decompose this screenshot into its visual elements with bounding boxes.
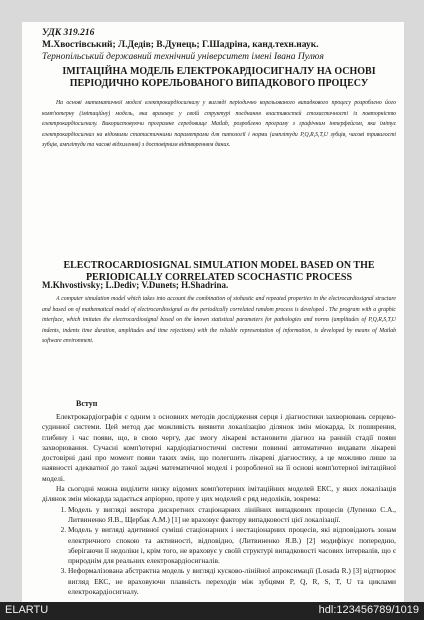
intro-heading: Вступ xyxy=(76,399,98,408)
repository-name: ELARTU xyxy=(5,604,49,616)
shortcomings-list xyxy=(42,505,396,598)
list-item: 1. Модель у вигляді вектора дискретних стаціонарних лінійних випадкових процесів (Лупенко С.А., Литвиненко Я.В., Щербак А.М.) [1] не враховує фактору випадковості цієї локалізації. xyxy=(68,505,396,526)
intro-paragraph-1: Електрокардіографія є одним з основних методів дослідження серця і діагностики захворювань серцево-судинної системи. Цей метод дає можливість виявити локалізацію ділянок змін міокарда, їх поширення, глибину і час появи, що, в свою чергу, дає змогу лікареві встановити діагноз на ранній стадії появи захворювання. Сучасні комп'ютерні кардіодіагностичні системи повинні автоматично видавати лікареві достовірні дані про момент появи таких змін, що полегшить лікареві діагностику, а це можливо лише за наявності адекватної до такої задачі математичної моделі і розробленої на її основі комп'ютерної імітаційної моделі. xyxy=(42,412,396,483)
title-english: ELECTROCARDIOSIGNAL SIMULATION MODEL BASED ON THE PERIODICALLY CORRELATED SCOCHASTIC PROCESS xyxy=(63,260,375,283)
abstract-ukrainian: На основі математичної моделі електрокардіосигналу у вигляді періодично корельованого випадкового процесу розроблено його комп'ютерну (імітаційну) модель, яка враховує у своїй структурі поєднання властивостей стохастичності із повторністю електрокардіосигналу. Використовуючи програмне середовище Matlab, розроблено програму з графічним інтерфейсом, яка імітує електрокардіосигнал на відомими статистичними параметрами для патології і норми (амплітуди P,Q,R,S,T,U зубців, часові тривалості зубців, амплітуди та часові відхилення) з достовірним відтворенням даних. xyxy=(42,100,396,149)
viewer-footer-bar xyxy=(0,602,424,620)
list-item: 2. Модель у вигляді адитивної суміші стаціонарних і нестаціонарних процесів, які відповідають зонам електричного спокою та активності, відповідно, (Литвиненко Я.В.) [2] модифікує попередню, зберігаючи її недоліки і, крім того, не враховує у своїй структурі випадковості часових інтервалів, що є природнім для реальних електрокардіосигналів. xyxy=(68,525,396,566)
affiliation: Тернопільський державний технічний університет імені Івана Пулюя xyxy=(42,52,324,62)
authors-english: M.Khvostivsky; L.Dediv; V.Dunets; H.Shadrina. xyxy=(42,280,229,290)
intro-paragraph-2: На сьогодні можна виділити низку відомих комп'ютерних імітаційних моделей ЕКС, у яких локалізація ділянок змін міокарда задається апріорно, проте у цих моделей є ряд недоліків, зокрема: xyxy=(42,484,396,504)
abstract-english: A computer simulation model which takes into account the combination of stohastic and repeated properties in the electrocardiosignal structure and based on of mathematical model of electrocardiosignal as the periodically correlated random process is developed . The program with a graphic interface, which imitates the electrocardiosignal based on the known statistical parameters for pathologies and norms (amplitudes of P,Q,R,S,T,U indents, indents time duration, amplitudes and time rejections) with the reliable representation of information, is developed by means of Matlab software environment. xyxy=(42,296,396,345)
intro-body xyxy=(42,412,396,597)
list-item: 3. Неформалізована абстрактна модель у вигляді кусково-лінійної апроксимації (Losada R.) [3] відтворює вигляд ЕКС, не враховуючи плавність переходів між зубцями P, Q, R, S, T, U та циклами електрокардіосигналу. xyxy=(68,566,396,597)
authors-ukrainian: М.Хвостівський; Л.Дедів; В.Дунець; Г.Шадріна, канд.техн.наук. xyxy=(42,40,319,50)
document-handle: hdl:123456789/1019 xyxy=(318,604,419,616)
title-ukrainian: ІМІТАЦІЙНА МОДЕЛЬ ЕЛЕКТРОКАРДІОСИГНАЛУ НА ОСНОВІ ПЕРІОДИЧНО КОРЕЛЬОВАНОГО ВИПАДКОВОГО ПРОЦЕСУ xyxy=(62,66,376,89)
udc-code: УДК 319.216 xyxy=(42,28,95,38)
paper-page xyxy=(22,22,404,602)
